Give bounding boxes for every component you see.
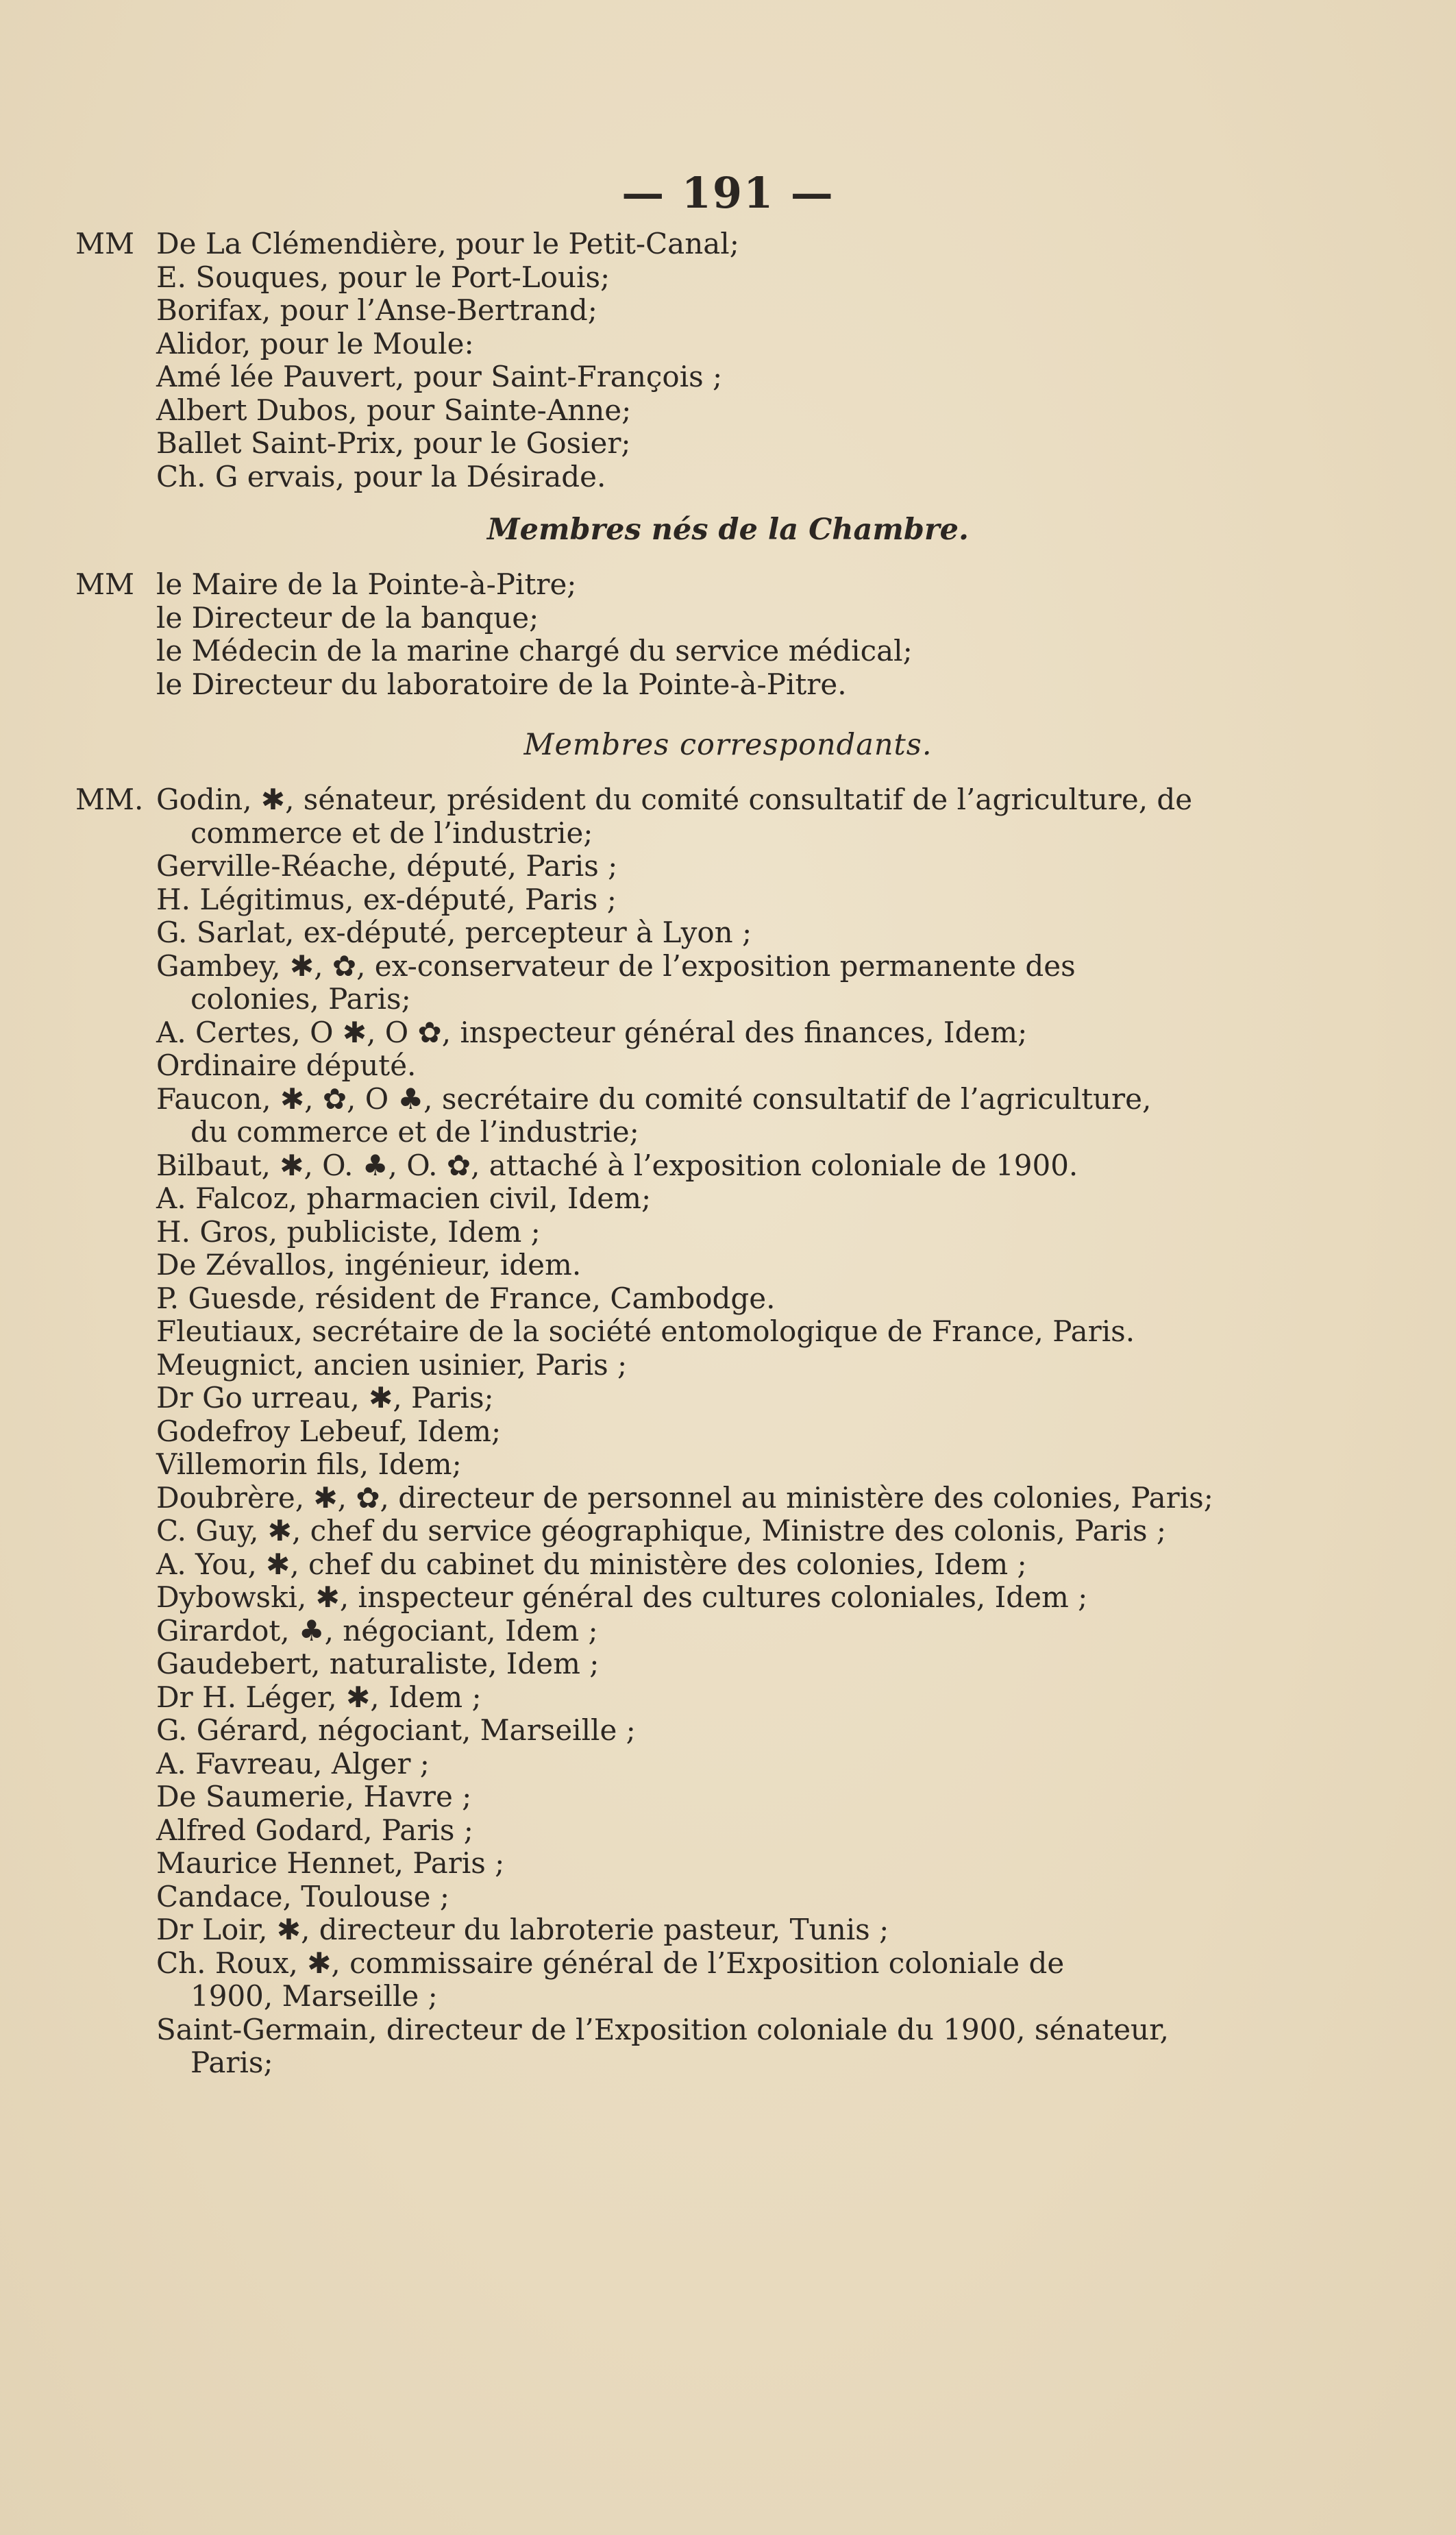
member-line: G. Gérard, négociant, Marseille ; [156, 1713, 636, 1747]
member-line: Maurice Hennet, Paris ; [156, 1846, 505, 1880]
member-line: De Saumerie, Havre ; [156, 1780, 472, 1813]
member-line: le Maire de la Pointe-à-Pitre; [156, 567, 577, 601]
member-line: Ordinaire député. [156, 1049, 417, 1082]
member-line: le Directeur de la banque; [156, 600, 539, 635]
member-line: Dr H. Léger, ✱, Idem ; [156, 1680, 482, 1714]
member-line: H. Gros, publiciste, Idem ; [156, 1214, 541, 1249]
member-line: De La Clémendière, pour le Petit-Canal; [156, 227, 739, 260]
member-line: Villemorin fils, Idem; [156, 1447, 462, 1481]
member-line-continuation: Paris; [190, 2046, 273, 2079]
member-line: le Directeur du laboratoire de la Pointe-à-Pitre. [156, 667, 847, 701]
member-line: A. Favreau, Alger ; [156, 1746, 430, 1780]
member-line: le Médecin de la marine chargé du service médical; [156, 634, 913, 668]
member-line: G. Sarlat, ex-député, percepteur à Lyon ; [156, 916, 752, 949]
member-line: Dybowski, ✱, inspecteur général des cultures coloniales, Idem ; [156, 1580, 1088, 1614]
member-line: A. Certes, O ✱, O ✿, inspecteur général des finances, Idem; [156, 1015, 1028, 1049]
page-number: — 191 — [621, 168, 835, 218]
member-line: Amé lée Pauvert, pour Saint-François ; [156, 360, 723, 393]
member-line: Dr Go urreau, ✱, Paris; [156, 1381, 494, 1415]
member-line: Doubrère, ✱, ✿, directeur de personnel au ministère des colonies, Paris; [156, 1480, 1213, 1515]
mm-prefix: MM. [75, 783, 144, 816]
member-line: De Zévallos, ingénieur, idem. [156, 1248, 582, 1282]
member-line: Borifax, pour l’Anse-Bertrand; [156, 293, 597, 327]
member-line: Godin, ✱, sénateur, président du comité consultatif de l’agriculture, de [156, 783, 1193, 816]
section-heading-membres-correspondants: Membres correspondants. [523, 728, 933, 762]
member-line: Godefroy Lebeuf, Idem; [156, 1414, 502, 1448]
member-line: H. Légitimus, ex-député, Paris ; [156, 882, 617, 916]
mm-prefix: MM [75, 567, 135, 601]
member-line-continuation: 1900, Marseille ; [190, 1979, 438, 2013]
member-line: Meugnict, ancien usinier, Paris ; [156, 1347, 628, 1382]
member-line-continuation: du commerce et de l’industrie; [190, 1115, 639, 1149]
member-line: E. Souques, pour le Port-Louis; [156, 260, 610, 294]
member-line: Ch. G ervais, pour la Désirade. [156, 459, 606, 493]
member-line: Albert Dubos, pour Sainte-Anne; [156, 393, 632, 427]
section-heading-membres-nes: Membres nés de la Chambre. [487, 513, 969, 547]
member-line: Girardot, ♣, négociant, Idem ; [156, 1613, 598, 1648]
member-line: Saint-Germain, directeur de l’Exposition coloniale du 1900, sénateur, [156, 2012, 1169, 2046]
member-line-continuation: colonies, Paris; [190, 982, 411, 1016]
member-line: A. You, ✱, chef du cabinet du ministère des colonies, Idem ; [156, 1547, 1027, 1581]
member-line: Bilbaut, ✱, O. ♣, O. ✿, attaché à l’exposition coloniale de 1900. [156, 1148, 1078, 1182]
member-line: Faucon, ✱, ✿, O ♣, secrétaire du comité consultatif de l’agriculture, [156, 1081, 1152, 1116]
member-line: Alfred Godard, Paris ; [156, 1813, 473, 1847]
member-line: P. Guesde, résident de France, Cambodge. [156, 1281, 776, 1315]
member-line: Dr Loir, ✱, directeur du labroterie pasteur, Tunis ; [156, 1913, 889, 1946]
member-line: Ch. Roux, ✱, commissaire général de l’Exposition coloniale de [156, 1946, 1065, 1980]
member-line: Fleutiaux, secrétaire de la société entomologique de France, Paris. [156, 1314, 1135, 1348]
member-line: Candace, Toulouse ; [156, 1879, 449, 1913]
mm-prefix: MM [75, 227, 135, 260]
member-line: Gaudebert, naturaliste, Idem ; [156, 1647, 600, 1680]
member-line: Alidor, pour le Moule: [156, 326, 474, 360]
member-line-continuation: commerce et de l’industrie; [190, 816, 593, 850]
member-line: C. Guy, ✱, chef du service géographique, Ministre des colonis, Paris ; [156, 1514, 1167, 1547]
member-line: A. Falcoz, pharmacien civil, Idem; [156, 1181, 652, 1215]
member-line: Gerville-Réache, député, Paris ; [156, 849, 618, 883]
member-line: Ballet Saint-Prix, pour le Gosier; [156, 426, 631, 460]
member-line: Gambey, ✱, ✿, ex-conservateur de l’exposition permanente des [156, 948, 1076, 983]
